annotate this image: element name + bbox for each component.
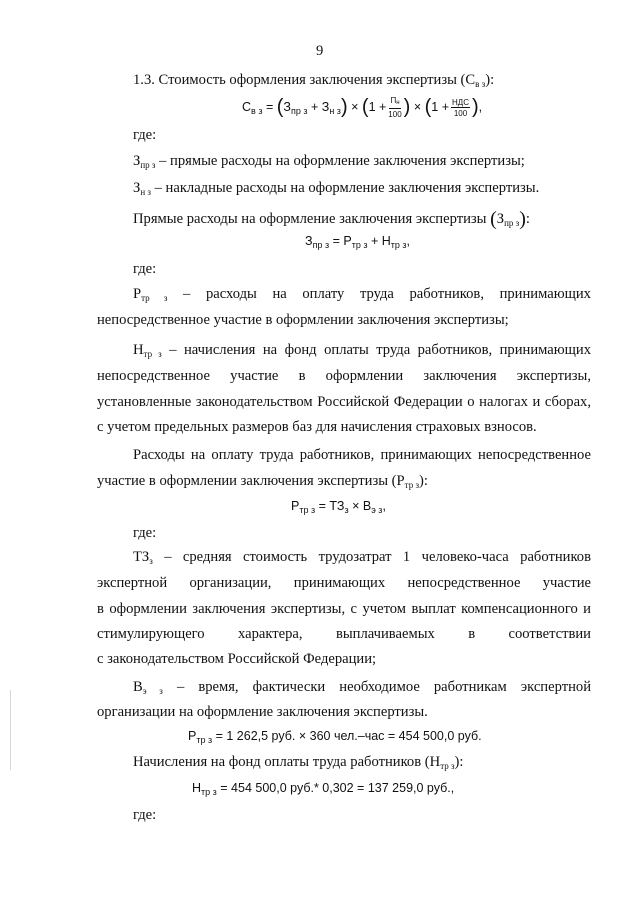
payroll-charges-calculation [192,781,454,797]
def-v-line1: – время, фактически необходимое работникам экспертной [176,679,591,695]
section-title: 1.3. Стоимость оформления заключения экспертизы $(С_{в з})$: [133,72,495,89]
formula2-plus: + [370,234,379,248]
where-label-3: где: [133,525,157,541]
definition-payroll-charges-line4: с учетом предельных размеров баз для начисления страховых взносов. [97,419,537,435]
formula3-lhs-sub: тр з [299,505,316,515]
definition-time-line2: организации на оформление заключения экспертизы. [97,704,428,720]
formula1-t2-sub: н з [329,106,341,116]
formula1-frac1 [388,96,401,119]
formula2-r-sub: тр з [351,240,368,250]
formula3-eq: = [318,499,326,513]
definition-hour-cost-line4: стимулирующего характера, выплачиваемых в соответствии [97,626,591,642]
definition-hour-cost-line3: в оформлении заключения экспертизы, с учетом выплат компенсационного и [97,601,591,617]
labor-costs-intro-line2: участие в оформлении заключения экспертизы $(Р_{тр з})$: [97,473,428,490]
formula3-lhs: Р [291,499,300,513]
formula3-tz: ТЗ [329,499,345,513]
formula-labor-costs [291,499,386,515]
definition-payroll-charges-line2: непосредственное участие в оформлении заключения экспертизы, [97,368,591,384]
labor-intro-sub: тр з [404,480,420,490]
frac1-den: 100 [388,110,402,120]
definition-hour-cost-line2: экспертной организации, принимающих непосредственное участие [97,575,591,591]
definition-hour-cost-line5: с законодательством Российской Федерации; [97,651,377,667]
formula3-times: × [352,499,360,513]
labor-intro-sym: Р [396,473,405,489]
def-htr-sym: Н [133,342,144,358]
where-label-2: где: [133,261,157,277]
formula3-tz-sub: з [344,505,349,515]
frac2-den: 100 [453,108,468,118]
def-tz-sym: ТЗ [133,549,150,565]
def-v-sym: В [133,679,143,695]
labor-intro-line2-text: участие в оформлении заключения экспертизы [97,473,389,489]
scan-margin-mark [10,690,11,770]
calc2-text: = 454 500,0 руб.* 0,302 = 137 259,0 руб., [220,781,455,795]
direct-costs-sym: З [496,211,505,227]
fund-intro-text: Начисления на фонд оплаты труда работников [133,754,422,770]
definition-hour-cost-line1 [133,550,591,566]
formula2-tail: , [406,234,411,248]
def-v-sub: э з [142,686,163,696]
formula1-eq: = [265,100,274,114]
section-title-text: 1.3. Стоимость оформления заключения экспертизы [133,72,457,88]
direct-costs-intro-text: Прямые расходы на оформление заключения экспертизы [133,211,487,227]
formula1-one-a: 1 + [368,100,387,114]
formula1-lhs: С [242,100,252,114]
definition-time-line1 [133,680,591,696]
formula3-v-sub: э з [371,505,383,515]
formula1-plus: + [310,100,319,114]
definition-labor-costs-line2: непосредственное участие в оформлении заключения экспертизы; [97,312,509,328]
formula3-tail: , [382,499,386,513]
formula1-t1: З [283,100,291,114]
labor-costs-calculation [188,729,482,745]
def-rtr-sym: Р [133,286,142,302]
def-zpr-sym: З [133,153,141,169]
page-number: 9 [316,43,324,59]
formula1-times-b: × [413,100,422,114]
def-rtr-sub: тр з [141,293,168,303]
direct-costs-intro: Прямые расходы на оформление заключения экспертизы $(З_{пр з})$: [133,208,530,230]
def-zpr-text: – прямые расходы на оформление заключения экспертизы; [159,153,525,169]
payroll-fund-intro: Начисления на фонд оплаты труда работников $(Н_{тр з})$: [133,754,464,771]
definition-labor-costs-line1 [133,287,591,303]
def-htr-line1: – начисления на фонд оплаты труда работников, принимающих [169,342,591,358]
formula2-h-sub: тр з [390,240,407,250]
def-zpr-sub: пр з [140,160,156,170]
formula1-one-b: 1 + [431,100,450,114]
formula-cost: $С_{в з} = (З_{пр з} + З_{н з}) \times (1$ + $\frac{П_н}{100}$ ) × (1 + $\frac{\text{НДС}}{100}$ ), [242,96,483,120]
section-title-sym: С [465,72,476,88]
definition-overhead-costs [133,181,539,197]
formula2-lhs: З [305,234,313,248]
formula-direct-costs [305,234,410,250]
definition-direct-costs [133,154,525,170]
def-tz-sub: з [149,556,153,566]
fund-intro-sym: Н [429,754,441,770]
formula3-v: В [362,499,372,513]
formula1-lhs-sub: в з [251,106,263,116]
labor-costs-intro-line1: Расходы на оплату труда работников, принимающих непосредственное [133,447,591,463]
def-htr-sub: тр з [143,349,162,359]
frac2-num: НДС [452,97,469,107]
calc2-sym: Н [192,781,202,795]
calc2-sub: тр з [201,787,217,797]
calc1-sym: Р [188,729,197,743]
def-tz-line1: – средняя стоимость трудозатрат 1 человеко-часа работников [164,549,591,565]
calc1-sub: тр з [196,735,213,745]
calc1-text: = 1 262,5 руб. × 360 чел.–час = 454 500,0 руб. [215,729,482,743]
formula2-lhs-sub: пр з [312,240,330,250]
def-zn-sym: З [133,180,141,196]
def-zn-text: – накладные расходы на оформление заключения экспертизы. [154,180,540,196]
where-label-4: где: [133,807,157,823]
def-zn-sub: н з [140,187,151,197]
section-title-sub: в з [475,79,486,89]
def-rtr-line1: – расходы на оплату труда работников, принимающих [183,286,591,302]
formula1-t2: З [321,100,330,114]
direct-costs-sub: пр з [504,218,520,228]
formula1-times-a: × [351,100,359,114]
formula2-h: Н [381,234,391,248]
frac1-num-sub: н [396,100,400,107]
definition-payroll-charges-line1 [133,343,591,359]
where-label-1: где: [133,127,157,143]
formula2-eq: = [332,234,340,248]
definition-payroll-charges-line3: установленные законодательством Российской Федерации о налогах и сборах, [97,394,591,410]
formula1-tail: , [478,100,483,114]
frac1-num: П [390,96,397,106]
fund-intro-sub: тр з [440,761,455,771]
formula1-frac2 [451,98,470,118]
formula1-t1-sub: пр з [290,106,308,116]
formula2-r: Р [343,234,352,248]
